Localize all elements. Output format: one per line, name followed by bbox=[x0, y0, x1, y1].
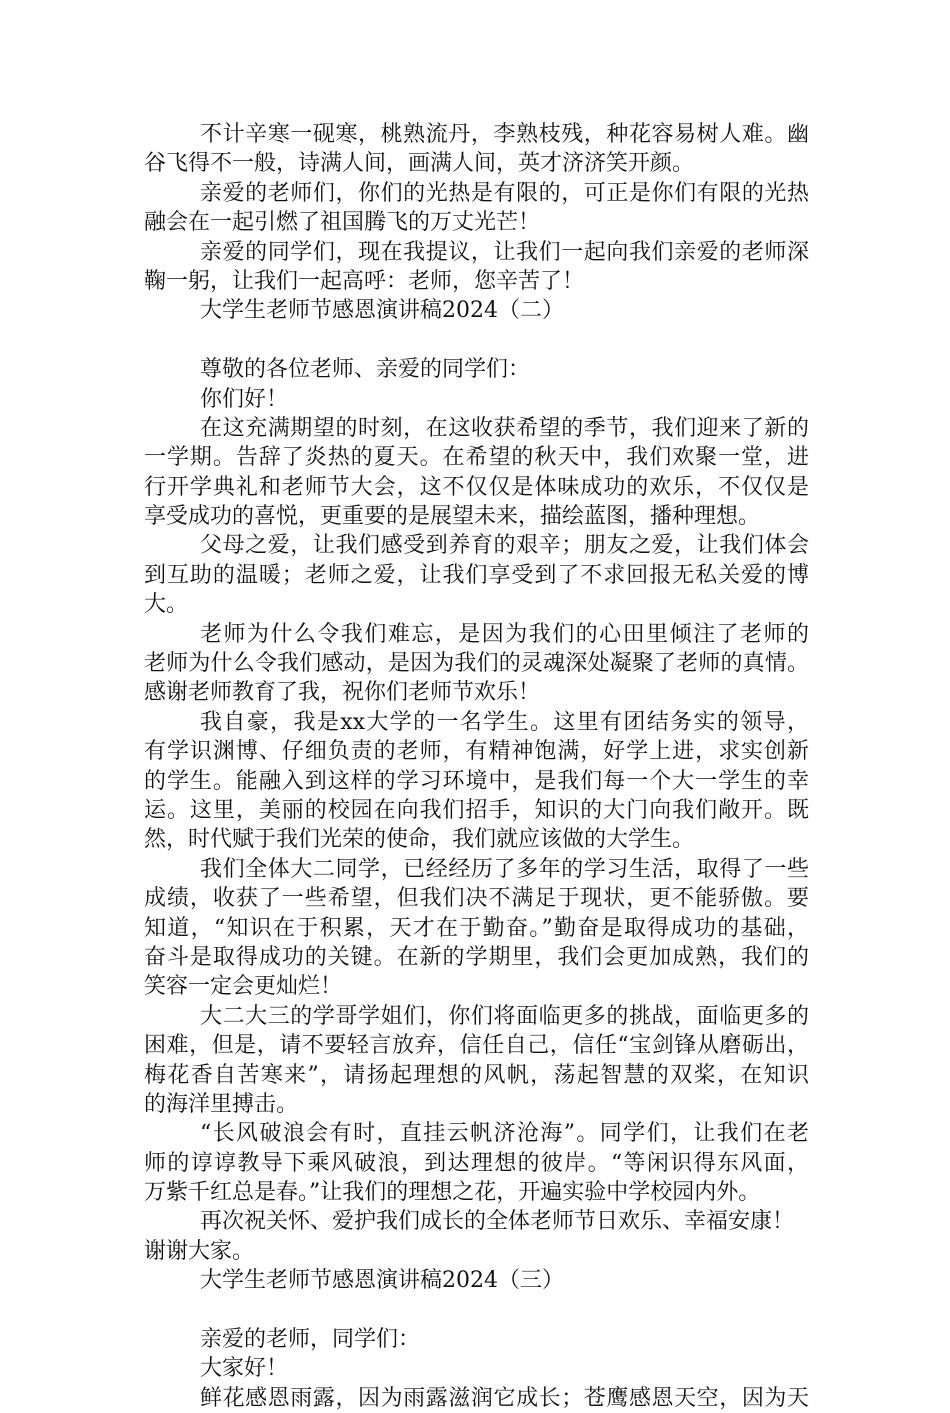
text-line: 感谢老师教育了我，祝你们老师节欢乐！ bbox=[144, 680, 541, 706]
text-line: 一学期。告辞了炎热的夏天。在希望的秋天中，我们欢聚一堂，进 bbox=[144, 445, 809, 471]
text-line: 的学生。能融入到这样的学习环境中，是我们每一个大一学生的幸 bbox=[144, 768, 809, 794]
text-line: 知道，“知识在于积累，天才在于勤奋。”勤奋是取得成功的基础， bbox=[144, 915, 809, 941]
blank-line bbox=[144, 326, 809, 355]
text-line: 亲爱的同学们，现在我提议，让我们一起向我们亲爱的老师深 bbox=[200, 239, 809, 265]
text-line: 有学识渊博、仔细负责的老师，有精神饱满，好学上进，求实创新 bbox=[144, 739, 809, 765]
text-line: 到互助的温暖；老师之爱，让我们享受到了不求回报无私关爱的博 bbox=[144, 562, 809, 588]
blank-line bbox=[144, 1296, 809, 1325]
text-line: 在这充满期望的时刻，在这收获希望的季节，我们迎来了新的 bbox=[200, 415, 809, 441]
text-line: 尊敬的各位老师、亲爱的同学们： bbox=[200, 357, 531, 383]
text-line: 然，时代赋于我们光荣的使命，我们就应该做的大学生。 bbox=[144, 827, 695, 853]
text-line: 成绩，收获了一些希望，但我们决不满足于现状，更不能骄傲。要 bbox=[144, 886, 809, 912]
document-page bbox=[144, 120, 809, 1413]
text-line: 万紫千红总是春。”让我们的理想之花，开遍实验中学校园内外。 bbox=[144, 1180, 761, 1206]
text-line: 困难，但是，请不要轻言放弃，信任自己，信任“宝剑锋从磨砺出， bbox=[144, 1033, 809, 1059]
text-line: 谷飞得不一般，诗满人间，画满人间，英才济济笑开颜。 bbox=[144, 151, 695, 177]
text-line: 师的谆谆教导下乘风破浪，到达理想的彼岸。“等闲识得东风面， bbox=[144, 1150, 809, 1176]
text-line: 再次祝关怀、爱护我们成长的全体老师节日欢乐、幸福安康！ bbox=[200, 1209, 795, 1235]
text-line: 我自豪，我是xx大学的一名学生。这里有团结务实的领导， bbox=[200, 709, 809, 735]
text-line: 你们好！ bbox=[200, 386, 289, 412]
text-line: 老师为什么令我们难忘，是因为我们的心田里倾注了老师的 bbox=[200, 621, 809, 647]
text-line: 谢谢大家。 bbox=[144, 1238, 255, 1264]
text-line: 老师为什么令我们感动，是因为我们的灵魂深处凝聚了老师的真情。 bbox=[144, 651, 809, 677]
text-line: 运。这里，美丽的校园在向我们招手，知识的大门向我们敞开。既 bbox=[144, 797, 809, 823]
text-line: 梅花香自苦寒来”，请扬起理想的风帆，荡起智慧的双桨，在知识 bbox=[144, 1062, 809, 1088]
text-line: 融会在一起引燃了祖国腾飞的万丈光芒！ bbox=[144, 210, 541, 236]
text-line: “长风破浪会有时，直挂云帆济沧海”。同学们，让我们在老 bbox=[200, 1121, 809, 1147]
text-line: 大学生老师节感恩演讲稿2024（二） bbox=[200, 298, 564, 324]
text-line: 鲜花感恩雨露，因为雨露滋润它成长；苍鹰感恩天空，因为天 bbox=[200, 1385, 809, 1411]
text-line: 鞠一躬，让我们一起高呼：老师，您辛苦了！ bbox=[144, 268, 585, 294]
text-line: 奋斗是取得成功的关键。在新的学期里，我们会更加成熟，我们的 bbox=[144, 944, 809, 970]
text-line: 父母之爱，让我们感受到养育的艰辛；朋友之爱，让我们体会 bbox=[200, 533, 809, 559]
text-line: 不计辛寒一砚寒，桃熟流丹，李熟枝残，种花容易树人难。幽 bbox=[200, 122, 809, 147]
text-line: 大学生老师节感恩演讲稿2024（三） bbox=[200, 1268, 564, 1294]
text-line: 行开学典礼和老师节大会，这不仅仅是体味成功的欢乐，不仅仅是 bbox=[144, 474, 809, 500]
text-line: 大二大三的学哥学姐们，你们将面临更多的挑战，面临更多的 bbox=[200, 1003, 809, 1029]
text-line: 大家好！ bbox=[200, 1356, 289, 1382]
text-line: 的海洋里搏击。 bbox=[144, 1091, 299, 1117]
text-line: 我们全体大二同学，已经经历了多年的学习生活，取得了一些 bbox=[200, 856, 809, 882]
text-line: 亲爱的老师们，你们的光热是有限的，可正是你们有限的光热 bbox=[200, 180, 809, 206]
text-line: 大。 bbox=[144, 592, 189, 618]
text-line: 亲爱的老师，同学们： bbox=[200, 1327, 421, 1353]
text-line: 享受成功的喜悦，更重要的是展望未来，描绘蓝图，播种理想。 bbox=[144, 504, 761, 530]
text-line: 笑容一定会更灿烂！ bbox=[144, 974, 343, 1000]
